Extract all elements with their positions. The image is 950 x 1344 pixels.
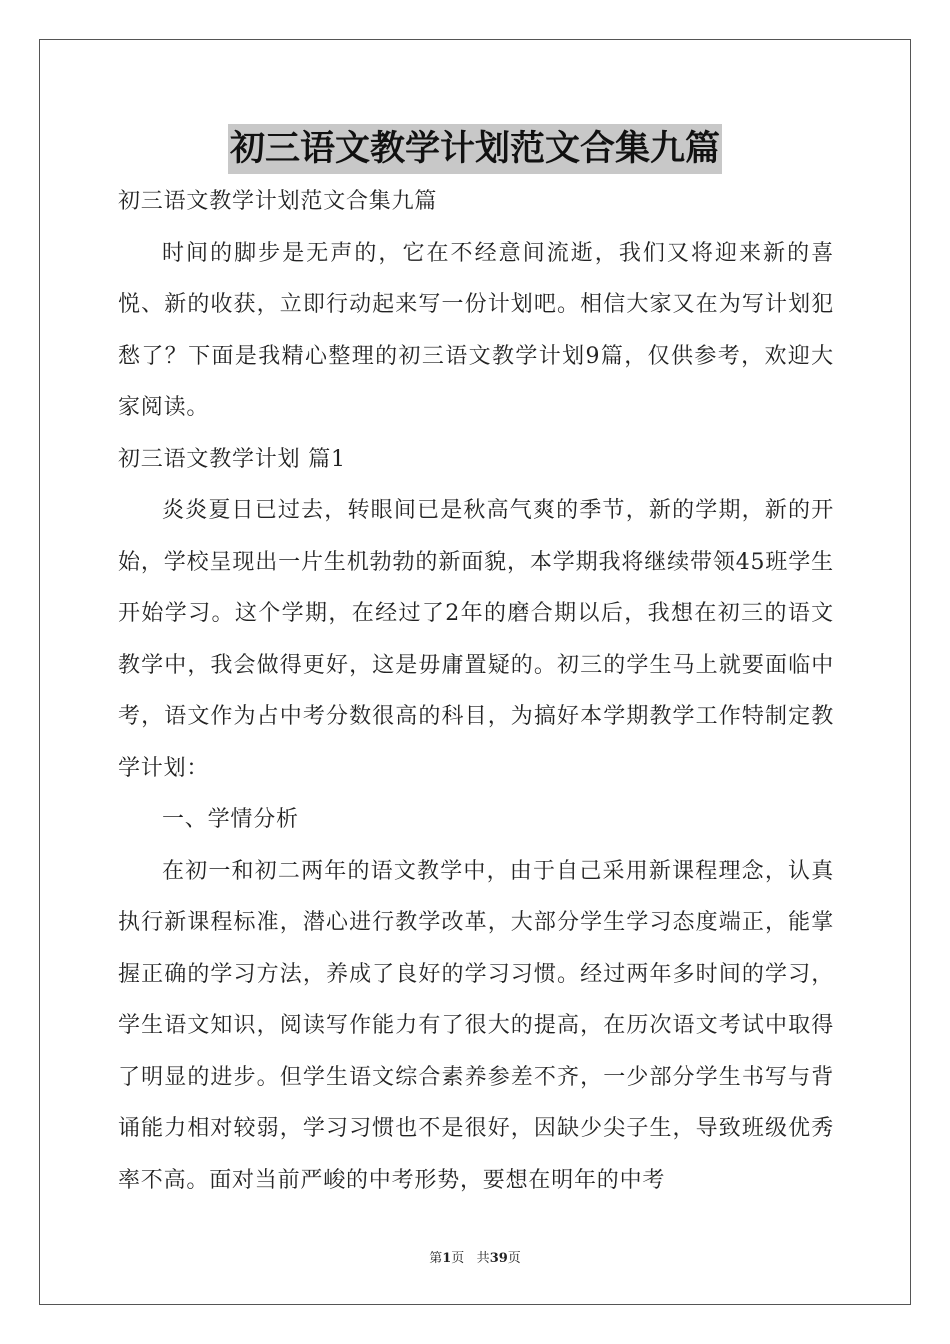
footer-page-number: 1 [442,1251,452,1266]
footer-page-suffix: 页 [451,1251,465,1266]
footer-total-suffix: 页 [507,1251,521,1266]
section-heading: 初三语文教学计划 篇1 [118,446,346,472]
page-footer [0,1247,950,1266]
paragraph-analysis: 在初一和初二两年的语文教学中，由于自己采用新课程理念，认真执行新课程标准，潜心进行教学改革，大部分学生学习态度端正，能掌握正确的学习方法，养成了良好的学习习惯。经过两年多时间的学习，学生语文知识，阅读写作能力有了很大的提高，在历次语文考试中取得了明显的进步。但学生语文综合素养参差不齐，一少部分学生书写与背诵能力相对较弱，学习习惯也不是很好，因缺少尖子生，导致班级优秀率不高。面对当前严峻的中考形势，要想在明年的中考 [118,858,834,1193]
subsection-heading: 一、学情分析 [162,807,299,832]
document-body [118,176,834,1206]
document-title [0,124,950,174]
footer-total-prefix: 共 [476,1251,490,1266]
paragraph-intro: 时间的脚步是无声的，它在不经意间流逝，我们又将迎来新的喜悦、新的收获，立即行动起来写一份计划吧。相信大家又在为写计划犯愁了？下面是我精心整理的初三语文教学计划9篇，仅供参考，欢迎大家阅读。 [118,240,834,420]
paragraph-subtitle: 初三语文教学计划范文合集九篇 [118,189,438,214]
document-title-text: 初三语文教学计划范文合集九篇 [228,124,722,174]
paragraph-opening: 炎炎夏日已过去，转眼间已是秋高气爽的季节，新的学期，新的开始，学校呈现出一片生机勃勃的新面貌，本学期我将继续带领45班学生开始学习。这个学期，在经过了2年的磨合期以后，我想在初三的语文教学中，我会做得更好，这是毋庸置疑的。初三的学生马上就要面临中考，语文作为占中考分数很高的科目，为搞好本学期教学工作特制定教学计划： [118,498,834,781]
footer-total-pages: 39 [489,1251,508,1266]
footer-page-prefix: 第 [429,1251,443,1266]
